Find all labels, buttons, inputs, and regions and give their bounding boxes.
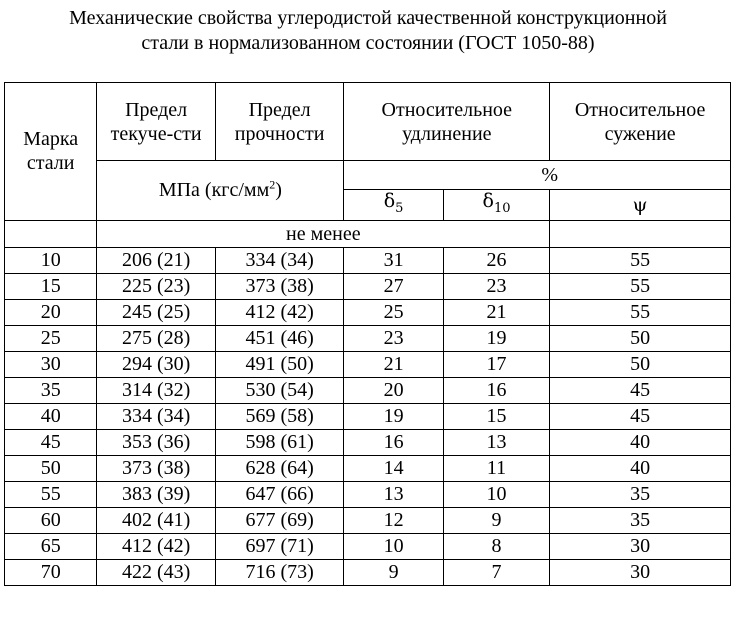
cell-delta10: 11 <box>443 455 549 481</box>
cell-psi: 40 <box>550 429 731 455</box>
header-percent-label: % <box>541 164 558 186</box>
cell-grade: 45 <box>5 429 97 455</box>
cell-delta10: 16 <box>443 377 549 403</box>
table-row <box>5 273 731 299</box>
cell-delta10: 21 <box>443 299 549 325</box>
cell-delta10: 17 <box>443 351 549 377</box>
not-less-label: не менее <box>286 222 361 245</box>
cell-delta5: 31 <box>344 247 443 273</box>
cell-ultimate-strength: 451 (46) <box>215 325 344 351</box>
table-row <box>5 377 731 403</box>
cell-grade: 65 <box>5 533 97 559</box>
cell-grade: 55 <box>5 481 97 507</box>
cell-psi: 30 <box>550 559 731 585</box>
cell-psi: 45 <box>550 403 731 429</box>
cell-yield-strength: 206 (21) <box>97 247 215 273</box>
unit-mpa-text: МПа (кгс/мм <box>158 179 270 202</box>
cell-delta5: 14 <box>344 455 443 481</box>
cell-psi: 35 <box>550 507 731 533</box>
cell-delta10: 7 <box>443 559 549 585</box>
cell-delta10: 10 <box>443 481 549 507</box>
table-body <box>5 247 731 585</box>
cell-delta5: 13 <box>344 481 443 507</box>
header-reduction-label: Относительное сужение <box>574 98 706 145</box>
table-header <box>5 83 731 248</box>
table-row <box>5 455 731 481</box>
cell-ultimate-strength: 598 (61) <box>215 429 344 455</box>
cell-delta10: 9 <box>443 507 549 533</box>
header-grade-blank <box>5 220 97 247</box>
table-row <box>5 559 731 585</box>
cell-delta5: 10 <box>344 533 443 559</box>
delta5-symbol: δ <box>383 190 396 212</box>
header-yield-strength-label: Предел текуче-сти <box>110 98 202 145</box>
cell-psi: 50 <box>550 351 731 377</box>
cell-delta5: 27 <box>344 273 443 299</box>
table-row <box>5 533 731 559</box>
cell-yield-strength: 225 (23) <box>97 273 215 299</box>
cell-ultimate-strength: 491 (50) <box>215 351 344 377</box>
cell-yield-strength: 314 (32) <box>97 377 215 403</box>
delta10-subscript: 10 <box>493 200 511 216</box>
cell-ultimate-strength: 334 (34) <box>215 247 344 273</box>
cell-psi: 40 <box>550 455 731 481</box>
cell-delta5: 21 <box>344 351 443 377</box>
cell-delta10: 13 <box>443 429 549 455</box>
page-title <box>0 6 736 56</box>
header-percent <box>344 161 731 190</box>
header-reduction <box>550 83 731 161</box>
header-grade-label: Марка стали <box>23 128 79 175</box>
header-unit-mpa <box>97 161 344 221</box>
cell-yield-strength: 412 (42) <box>97 533 215 559</box>
cell-grade: 20 <box>5 299 97 325</box>
header-not-less <box>97 220 550 247</box>
header-ultimate-strength <box>215 83 344 161</box>
table-row <box>5 351 731 377</box>
cell-grade: 25 <box>5 325 97 351</box>
cell-yield-strength: 353 (36) <box>97 429 215 455</box>
cell-delta5: 20 <box>344 377 443 403</box>
cell-yield-strength: 373 (38) <box>97 455 215 481</box>
cell-ultimate-strength: 647 (66) <box>215 481 344 507</box>
cell-yield-strength: 275 (28) <box>97 325 215 351</box>
cell-psi: 55 <box>550 273 731 299</box>
cell-delta10: 15 <box>443 403 549 429</box>
header-yield-strength <box>97 83 215 161</box>
cell-delta10: 23 <box>443 273 549 299</box>
cell-ultimate-strength: 569 (58) <box>215 403 344 429</box>
cell-delta5: 9 <box>344 559 443 585</box>
header-elongation <box>344 83 550 161</box>
unit-mpa-superscript: 2 <box>269 177 276 192</box>
delta10-symbol: δ <box>482 190 494 212</box>
cell-ultimate-strength: 373 (38) <box>215 273 344 299</box>
cell-delta5: 23 <box>344 325 443 351</box>
table-row <box>5 299 731 325</box>
cell-psi: 50 <box>550 325 731 351</box>
header-ultimate-strength-label: Предел прочности <box>234 98 325 145</box>
table-row <box>5 247 731 273</box>
cell-psi: 55 <box>550 247 731 273</box>
title-line-2: стали в нормализованном состоянии (ГОСТ 1050-88) <box>141 32 595 54</box>
cell-delta5: 19 <box>344 403 443 429</box>
cell-ultimate-strength: 716 (73) <box>215 559 344 585</box>
title-line-1: Механические свойства углеродистой качественной конструкционной <box>69 7 667 29</box>
cell-yield-strength: 422 (43) <box>97 559 215 585</box>
table-row <box>5 481 731 507</box>
cell-psi: 55 <box>550 299 731 325</box>
psi-symbol: ψ <box>632 193 648 216</box>
cell-ultimate-strength: 412 (42) <box>215 299 344 325</box>
cell-psi: 30 <box>550 533 731 559</box>
cell-grade: 70 <box>5 559 97 585</box>
header-elongation-label: Относительное удлинение <box>381 98 513 145</box>
cell-delta10: 26 <box>443 247 549 273</box>
cell-yield-strength: 245 (25) <box>97 299 215 325</box>
unit-mpa-close: ) <box>275 179 282 202</box>
header-psi-blank <box>550 220 731 247</box>
table-row <box>5 429 731 455</box>
cell-grade: 35 <box>5 377 97 403</box>
cell-grade: 15 <box>5 273 97 299</box>
cell-yield-strength: 294 (30) <box>97 351 215 377</box>
cell-psi: 35 <box>550 481 731 507</box>
cell-grade: 30 <box>5 351 97 377</box>
cell-ultimate-strength: 697 (71) <box>215 533 344 559</box>
cell-grade: 60 <box>5 507 97 533</box>
cell-delta10: 19 <box>443 325 549 351</box>
table-row <box>5 403 731 429</box>
table-row <box>5 507 731 533</box>
cell-ultimate-strength: 530 (54) <box>215 377 344 403</box>
table-row <box>5 325 731 351</box>
cell-yield-strength: 334 (34) <box>97 403 215 429</box>
cell-ultimate-strength: 628 (64) <box>215 455 344 481</box>
cell-delta10: 8 <box>443 533 549 559</box>
cell-grade: 40 <box>5 403 97 429</box>
cell-grade: 10 <box>5 247 97 273</box>
header-delta10 <box>443 190 549 221</box>
properties-table <box>4 82 731 586</box>
cell-yield-strength: 402 (41) <box>97 507 215 533</box>
cell-delta5: 16 <box>344 429 443 455</box>
cell-delta5: 25 <box>344 299 443 325</box>
cell-yield-strength: 383 (39) <box>97 481 215 507</box>
cell-delta5: 12 <box>344 507 443 533</box>
header-psi <box>550 190 731 221</box>
header-delta5 <box>344 190 443 221</box>
cell-ultimate-strength: 677 (69) <box>215 507 344 533</box>
delta5-subscript: 5 <box>395 200 404 216</box>
cell-grade: 50 <box>5 455 97 481</box>
cell-psi: 45 <box>550 377 731 403</box>
header-grade <box>5 83 97 221</box>
